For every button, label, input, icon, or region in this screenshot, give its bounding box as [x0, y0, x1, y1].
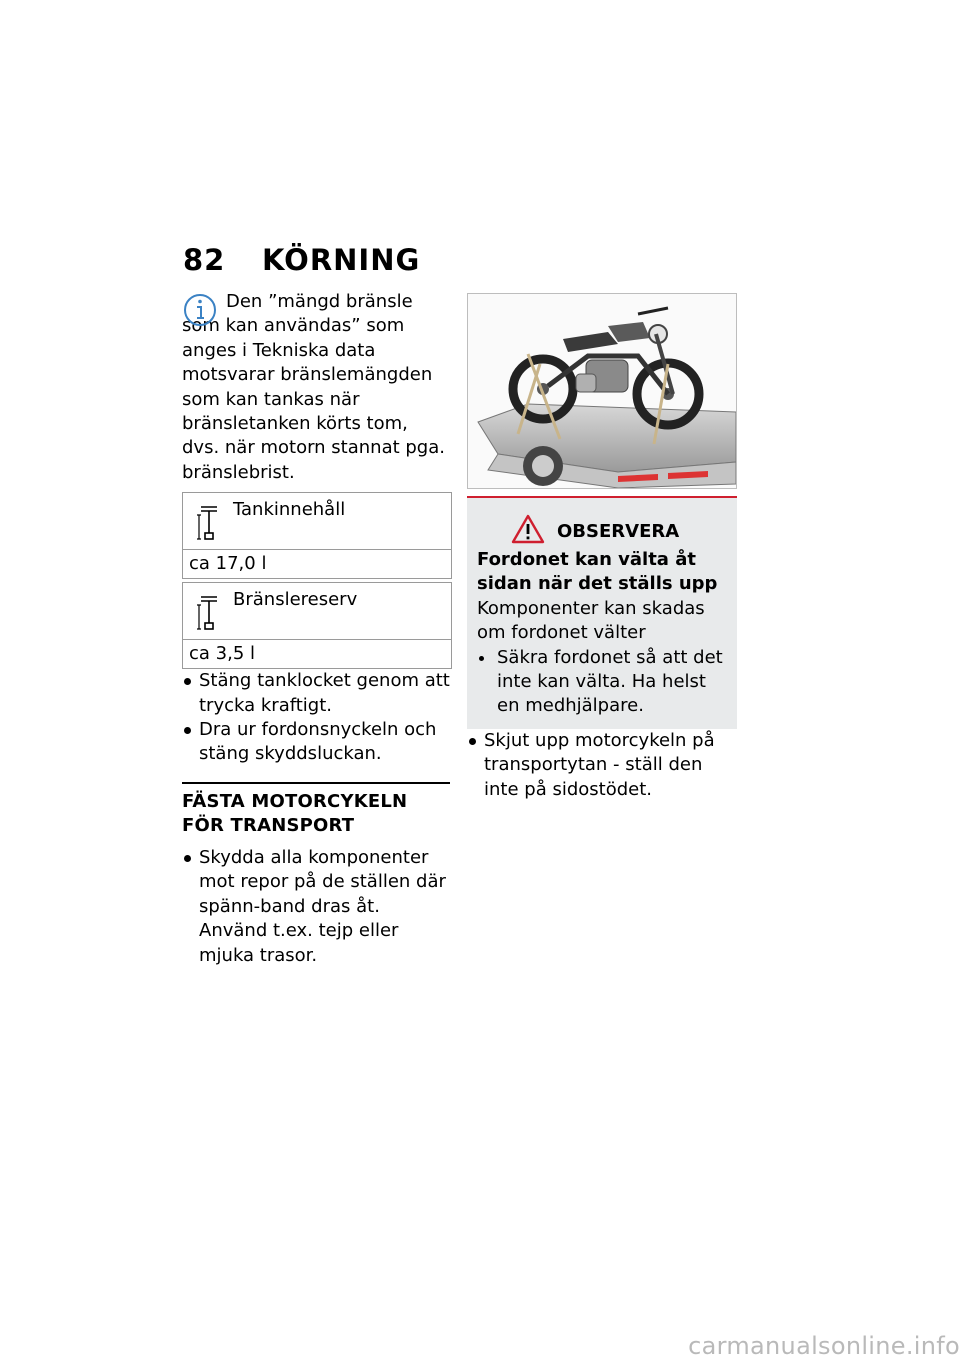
right-column [467, 293, 737, 802]
spec-tank-capacity [182, 492, 452, 579]
watermark: carmanualsonline.info [688, 1332, 960, 1360]
spec-value: ca 17,0 l [189, 553, 267, 575]
warning-title: OBSERVERA [557, 521, 680, 542]
spec-value: ca 3,5 l [189, 643, 255, 665]
spec-label: Tankinnehåll [233, 499, 346, 521]
motorcycle-on-trailer-image [468, 294, 736, 488]
warning-subtitle: Fordonet kan välta åt sidan när det ställs upp [477, 549, 718, 595]
spec-label: Bränslereserv [233, 589, 358, 611]
fuel-gauge-icon [197, 593, 221, 633]
warning-body: Komponenter kan skadas om fordonet välter [477, 597, 705, 644]
steps-list [182, 846, 450, 968]
left-column [182, 290, 450, 968]
info-note [182, 290, 450, 485]
warning-list [477, 646, 727, 719]
list-item: Skydda alla komponenter mot repor på de ställen där spänn-band dras åt. Använd t.ex. tejp eller mjuka trasor. [182, 846, 450, 968]
warning-box [467, 496, 737, 729]
list-item: Stäng tanklocket genom att trycka kraftigt. [182, 669, 450, 718]
warning-triangle-icon [511, 514, 545, 544]
section-divider [182, 782, 450, 784]
info-icon [182, 292, 218, 328]
list-item: Skjut upp motorcykeln på transportytan - ställ den inte på sidostödet. [467, 729, 737, 802]
fuel-gauge-icon [197, 503, 221, 543]
motorcycle-trailer-photo [467, 293, 737, 489]
steps-list [467, 729, 737, 802]
info-note-text: Den ”mängd bränsle som kan användas” som anges i Tekniska data motsvarar bränslemängden som kan tankas när bränsletanken körts tom, dvs. när motorn stannat pga. bränslebrist. [182, 291, 445, 483]
section-heading: FÄSTA MOTORCYKELN FÖR TRANSPORT [182, 790, 408, 836]
page-number: 82 [183, 243, 226, 277]
list-item: Säkra fordonet så att det inte kan välta. Ha helst en medhjälpare. [477, 646, 727, 719]
list-item: Dra ur fordonsnyckeln och stäng skyddsluckan. [182, 718, 450, 767]
spec-fuel-reserve [182, 582, 452, 669]
steps-list [182, 669, 450, 767]
page-title: KÖRNING [262, 243, 421, 277]
